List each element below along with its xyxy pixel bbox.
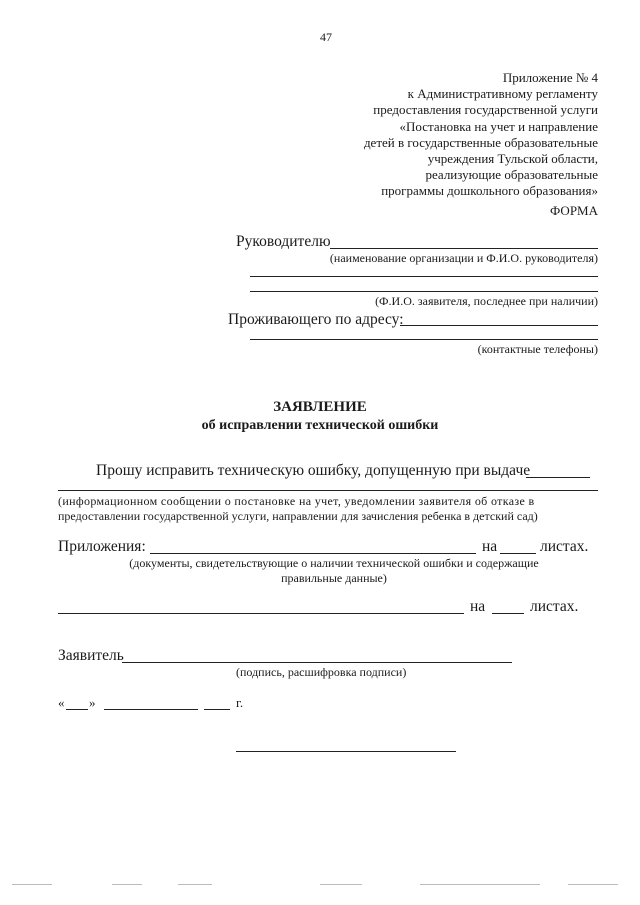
annex-line: программы дошкольного образования» (381, 183, 598, 199)
signature-line[interactable] (122, 662, 512, 663)
bottom-line (236, 751, 456, 752)
request-line-end[interactable] (526, 477, 590, 478)
attachments-line[interactable] (150, 553, 476, 554)
phones-hint: (контактные телефоны) (477, 342, 598, 356)
address-line[interactable] (400, 325, 598, 326)
date-month-line[interactable] (104, 709, 198, 710)
page-subtitle: об исправлении технической ошибки (201, 418, 439, 433)
address-label: Проживающего по адресу: (228, 311, 404, 328)
request-line-full[interactable] (58, 490, 598, 491)
applicant-hint: (Ф.И.О. заявителя, последнее при наличии) (375, 294, 598, 308)
sheets-count-line[interactable] (500, 553, 536, 554)
title-block (0, 398, 640, 435)
date-close-quote: » (89, 695, 96, 710)
info-hint-1: (информационном сообщении о постановке на учет, уведомлении заявителя об отказе в (58, 494, 535, 508)
annex-line: учреждения Тульской области, (427, 151, 598, 167)
date-day-line[interactable] (66, 709, 88, 710)
info-hint-2: предоставлении государственной услуги, направлении для зачисления ребенка в детский сад) (58, 509, 538, 523)
annex-line: «Постановка на учет и направление (399, 118, 598, 134)
year-suffix: г. (236, 695, 244, 710)
docs-hint-1: (документы, свидетельствующие о наличии технической ошибки и содержащие (129, 556, 539, 570)
docs-hint-2: правильные данные) (281, 571, 387, 585)
sheets-label: листах. (540, 538, 589, 555)
applicant-line-2[interactable] (250, 291, 598, 292)
page-number: 47 (320, 30, 332, 44)
attachments-line-2[interactable] (58, 613, 464, 614)
attachments-label: Приложения: (58, 538, 146, 555)
annex-line: к Административному регламенту (407, 86, 598, 102)
org-hint: (наименование организации и Ф.И.О. руководителя) (329, 251, 598, 265)
date-year-line[interactable] (204, 709, 230, 710)
date-open-quote: « (58, 695, 65, 710)
on-label-2: на (470, 598, 486, 615)
on-label: на (482, 538, 498, 555)
request-text: Прошу исправить техническую ошибку, допущенную при выдаче (96, 462, 531, 479)
head-line[interactable] (330, 248, 598, 249)
applicant-label: Заявитель (58, 647, 124, 664)
annex-line: детей в государственные образовательные (363, 134, 598, 150)
sheets-count-line-2[interactable] (492, 613, 524, 614)
form-label: ФОРМА (550, 203, 598, 218)
annex-block (364, 70, 598, 200)
scan-artifacts (0, 884, 640, 886)
annex-line: предоставления государственной услуги (373, 102, 598, 118)
sheets-label-2: листах. (530, 598, 579, 615)
sign-hint: (подпись, расшифровка подписи) (236, 665, 407, 679)
annex-line: Приложение № 4 (502, 70, 598, 85)
phones-line[interactable] (250, 339, 598, 340)
annex-line: реализующие образовательные (425, 167, 598, 183)
applicant-line-1[interactable] (250, 276, 598, 277)
to-head-label: Руководителю (236, 233, 331, 250)
page-title: ЗАЯВЛЕНИЕ (273, 399, 367, 415)
